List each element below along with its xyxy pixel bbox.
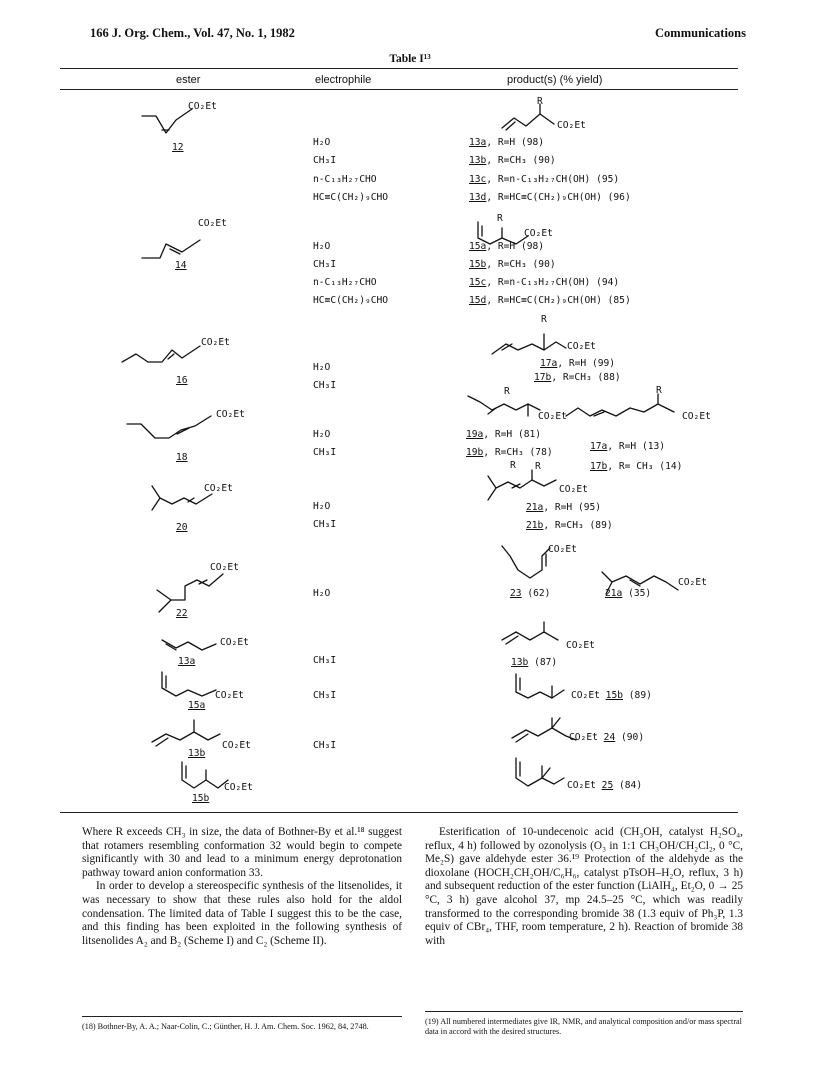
electrophile: HC≡C(CH₂)₉CHO: [313, 295, 389, 306]
product-text: , R=CH₃ (90): [486, 259, 556, 270]
co2et-label: CO₂Et: [201, 337, 230, 348]
product-line: [469, 174, 619, 185]
column-header-products: product(s) (% yield): [507, 74, 603, 86]
product-15b-structure: [514, 672, 574, 706]
paragraph: Esterification of 10-undecenoic acid (CH₃OH, catalyst H₂SO₄, reflux, 4 h) followed by ozonolysis (O₃ in 1:1 CH₃OH/CH₂Cl₂, 0 °C, Me₂S) gave aldehyde ester 36.¹⁹ Protection of the aldehyde as the dioxolane (HOCH₂CH₂OH/C₆H₆, catalyst pTsOH–H₂O, reflux, 3 h) and subsequent reduction of the ester function (LiAlH₄, Et₂O, 0 → 25 °C, 3 h) gave alcohol 37, mp 24.5–25 °C, which was readily transformed to the corresponding bromide 38 (1.3 equiv of Ph₃P, 1.3 equiv of CBr₄, THF, room temperature, 2 h). Reaction of bromide 38 with: [425, 826, 743, 947]
product-id: 25: [601, 780, 614, 791]
product-id: 15c: [469, 277, 487, 288]
product-id: 15d: [469, 295, 487, 306]
product-text: , R=CH₃ (88): [551, 372, 621, 383]
ester-label: 16: [176, 375, 188, 386]
product-id: 17b: [534, 372, 552, 383]
co2et-label: CO₂Et: [222, 740, 251, 751]
co2et-label: CO₂Et: [224, 782, 253, 793]
product-id: 13c: [469, 174, 487, 185]
product-text: , R=H (95): [543, 502, 602, 513]
product-line: [534, 372, 621, 383]
product-text: (62): [521, 588, 551, 599]
body-right-column: [425, 826, 743, 948]
product-13b-structure: [500, 620, 570, 654]
co2et-label: CO₂Et: [559, 484, 588, 495]
electrophile: n-C₁₃H₂₇CHO: [313, 174, 377, 185]
product-id: 15b: [469, 259, 487, 270]
footnote-18: (18) Bothner-By, A. A.; Naar-Colin, C.; Günther, H. J. Am. Chem. Soc. 1962, 84, 2748.: [82, 1022, 369, 1031]
co2et-label: CO₂Et: [215, 690, 244, 701]
ester-label: 18: [176, 452, 188, 463]
product-id: 13a: [469, 137, 487, 148]
co2et-label: CO₂Et: [210, 562, 239, 573]
product-id: 13b: [511, 657, 529, 668]
r-label: R: [541, 314, 547, 325]
r-label: R: [497, 213, 503, 224]
product-text: , R=n-C₁₃H₂₇CH(OH) (94): [486, 277, 620, 288]
product-25-structure: [514, 756, 574, 796]
product-line: [466, 447, 553, 458]
footnote-rule: [425, 1011, 743, 1012]
electrophile: CH₃I: [313, 655, 337, 666]
co2et-label: CO₂Et: [538, 411, 567, 422]
product-line: [469, 155, 556, 166]
electrophile: CH₃I: [313, 519, 337, 530]
ester-label: 12: [172, 142, 184, 153]
product-id: 24: [603, 732, 616, 743]
footnote-rule: [82, 1016, 402, 1017]
ester-18-structure: [125, 410, 225, 452]
product-line: [466, 429, 541, 440]
product-line: [469, 277, 619, 288]
ester-label: 15b: [192, 793, 210, 804]
electrophile: CH₃I: [313, 740, 337, 751]
product-line: [469, 259, 556, 270]
electrophile: H₂O: [313, 137, 331, 148]
product-line: [526, 502, 601, 513]
product-text: , R=H (13): [607, 441, 666, 452]
product-line: [590, 461, 682, 472]
product-line: [469, 241, 544, 252]
product-line: [526, 520, 613, 531]
product-text: , R=H (81): [483, 429, 542, 440]
electrophile: H₂O: [313, 588, 331, 599]
ester-label: 15a: [188, 700, 206, 711]
electrophile: HC≡C(CH₂)₉CHO: [313, 192, 389, 203]
r-label: R: [510, 460, 516, 471]
paragraph: In order to develop a stereospecific synthesis of the litsenolides, it was necessary to show that these rules also hold for the aldol condensation. The limited data of Table I suggest this to be the case, and this finding has been exploited in the following synthesis of litsenolides A₂ and B₂ (Scheme I) and C₂ (Scheme II).: [82, 880, 402, 947]
co2et-label: CO₂Et: [682, 411, 711, 422]
r-label: R: [656, 385, 662, 396]
product-line: [571, 690, 652, 701]
product-13-structure: [500, 100, 560, 136]
co2et-label: CO₂Et: [566, 640, 595, 651]
electrophile: n-C₁₃H₂₇CHO: [313, 277, 377, 288]
electrophile: H₂O: [313, 501, 331, 512]
body-left-column: [82, 826, 402, 948]
electrophile: H₂O: [313, 429, 331, 440]
ester-16-structure: [120, 332, 210, 372]
paragraph: Where R exceeds CH₃ in size, the data of Bothner-By et al.¹⁸ suggest that rotamers resembling conformation 32 would begin to compete significantly with 30 and lead to a minimum energy deprotonation pathway toward anion conformation 33.: [82, 826, 402, 879]
co2et-label: CO₂Et: [216, 409, 245, 420]
table-bottom-rule: [60, 812, 738, 813]
product-id: 19b: [466, 447, 484, 458]
product-text: , R=HC≡C(CH₂)₉CH(OH) (96): [486, 192, 631, 203]
product-text: , R=HC≡C(CH₂)₉CH(OH) (85): [486, 295, 631, 306]
product-id: 17a: [540, 358, 558, 369]
product-id: 21b: [526, 520, 544, 531]
product-id: 23: [510, 588, 522, 599]
product-text: , R=H (99): [557, 358, 616, 369]
co2et-label: CO₂Et: [571, 690, 600, 701]
product-text: , R=H (98): [486, 137, 545, 148]
product-line: [569, 732, 644, 743]
product-text: , R=H (98): [486, 241, 545, 252]
ester-label: 13a: [178, 656, 196, 667]
product-text: , R=CH₃ (89): [543, 520, 613, 531]
co2et-label: CO₂Et: [220, 637, 249, 648]
product-text: , R= CH₃ (14): [607, 461, 683, 472]
product-id: 21a: [605, 588, 623, 599]
running-header-right: Communications: [655, 26, 746, 40]
product-17-isomer-structure: [564, 390, 684, 426]
electrophile: CH₃I: [313, 155, 337, 166]
co2et-label: CO₂Et: [204, 483, 233, 494]
ester-label: 14: [175, 260, 187, 271]
electrophile: CH₃I: [313, 690, 337, 701]
product-text: (90): [615, 732, 645, 743]
electrophile: H₂O: [313, 241, 331, 252]
product-line: [469, 295, 631, 306]
product-line: [510, 588, 550, 599]
co2et-label: CO₂Et: [548, 544, 577, 555]
product-text: , R=CH₃ (78): [483, 447, 553, 458]
co2et-label: CO₂Et: [524, 228, 553, 239]
co2et-label: CO₂Et: [188, 101, 217, 112]
product-id: 17a: [590, 441, 608, 452]
electrophile: H₂O: [313, 362, 331, 373]
ester-label: 22: [176, 608, 188, 619]
co2et-label: CO₂Et: [567, 341, 596, 352]
electrophile: CH₃I: [313, 380, 337, 391]
ester-label: 13b: [188, 748, 206, 759]
co2et-label: CO₂Et: [569, 732, 598, 743]
product-line: [590, 441, 665, 452]
co2et-label: CO₂Et: [678, 577, 707, 588]
co2et-label: CO₂Et: [198, 218, 227, 229]
ester-15b-structure: [180, 760, 240, 800]
ester-label: 20: [176, 522, 188, 533]
r-label: R: [504, 386, 510, 397]
product-text: (87): [528, 657, 558, 668]
product-15-structure: [476, 220, 546, 258]
product-id: 13b: [469, 155, 487, 166]
table-header-rule: [60, 89, 738, 90]
table-top-rule: [60, 68, 738, 69]
product-text: , R=n-C₁₃H₂₇CH(OH) (95): [486, 174, 620, 185]
product-line: [540, 358, 615, 369]
product-id: 15a: [469, 241, 487, 252]
electrophile: CH₃I: [313, 447, 337, 458]
product-line: [605, 588, 651, 599]
electrophile: CH₃I: [313, 259, 337, 270]
product-line: [469, 192, 631, 203]
column-header-ester: ester: [176, 74, 201, 86]
product-id: 19a: [466, 429, 484, 440]
footnote-19: (19) All numbered intermediates give IR, NMR, and analytical composition and/or mass spectral data in accord with the desired structures.: [425, 1017, 742, 1036]
r-label: R: [537, 96, 543, 107]
table-title: Table I¹³: [389, 53, 431, 65]
product-text: (35): [622, 588, 652, 599]
product-text: , R=CH₃ (90): [486, 155, 556, 166]
co2et-label: CO₂Et: [557, 120, 586, 131]
running-header-left: 166 J. Org. Chem., Vol. 47, No. 1, 1982: [90, 26, 295, 40]
product-21-structure: [486, 466, 566, 504]
product-line: [469, 137, 544, 148]
r-label: R: [535, 461, 541, 472]
product-id: 13d: [469, 192, 487, 203]
product-id: 17b: [590, 461, 608, 472]
co2et-label: CO₂Et: [567, 780, 596, 791]
product-line: [567, 780, 642, 791]
product-id: 21a: [526, 502, 544, 513]
product-id: 15b: [605, 690, 623, 701]
column-header-electrophile: electrophile: [315, 74, 372, 86]
product-line: [511, 657, 557, 668]
product-text: (89): [623, 690, 652, 701]
product-text: (84): [613, 780, 643, 791]
